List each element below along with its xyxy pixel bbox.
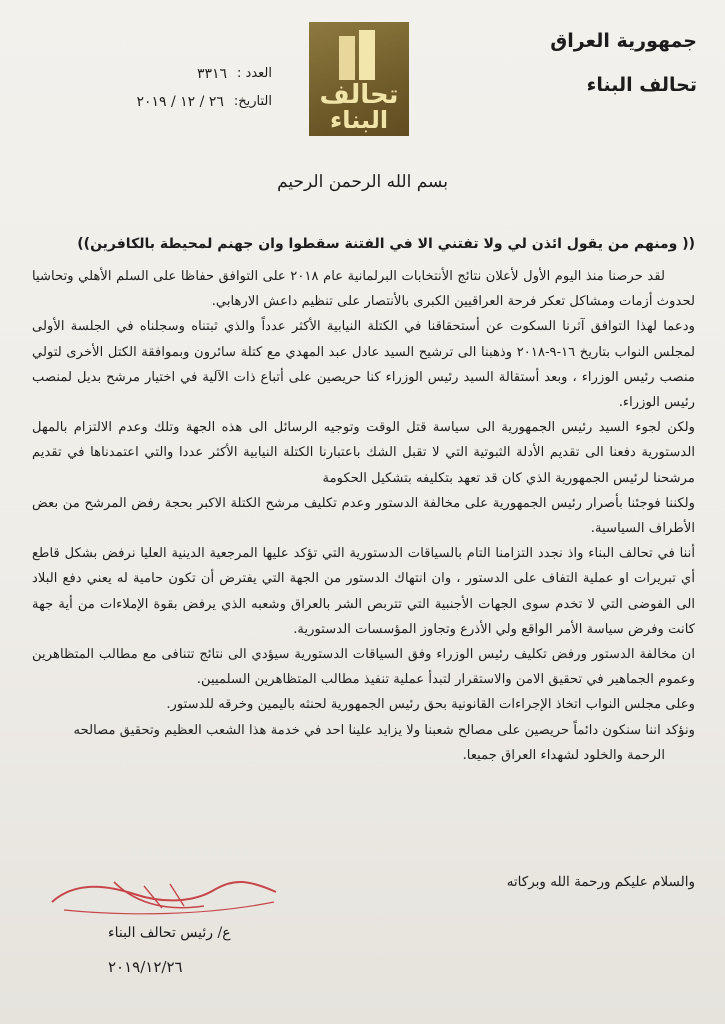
date-label: التاريخ:: [233, 94, 272, 109]
letterhead-right: [550, 30, 697, 96]
country-name: جمهورية العراق: [550, 30, 697, 52]
letter-body: [32, 264, 695, 768]
basmala: بسم الله الرحمن الرحيم: [277, 172, 448, 192]
signature-date: ٢٠١٩/١٢/٢٦: [108, 958, 183, 976]
alliance-logo: [309, 22, 409, 136]
reference-block: [62, 66, 272, 122]
logo-text-top: تحالف: [319, 80, 399, 110]
reference-number-row: [62, 66, 272, 82]
number-label: العدد :: [237, 66, 272, 81]
paragraph: لقد حرصنا منذ اليوم الأول لأعلان نتائج الأنتخابات البرلمانية عام ٢٠١٨ على التوافق حفاظا على السلم الأهلي وتحاشيا لحدوث أزمات ومشاكل تعكر فرحة العراقيين الكبرى بالأنتصار على تنظيم داعش الارهابي.: [32, 269, 695, 310]
handwritten-signature: [44, 872, 284, 922]
paragraph: وعلى مجلس النواب اتخاذ الإجراءات القانونية بحق رئيس الجمهورية لحنثه باليمين وخرقه للدستور.: [166, 697, 695, 713]
organization-name: تحالف البناء: [586, 74, 697, 96]
date-value: ٢٦ / ١٢ / ٢٠١٩: [136, 94, 224, 110]
paragraph: ان مخالفة الدستور ورفض تكليف رئيس الوزراء وفق السياقات الدستورية سيؤدي الى نتائج تتنافى مع مطالب المتظاهرين وعموم الجماهير في تحقيق الامن والاستقرار لتبدأ عملية تنفيذ مطالب المتظاهرين السلميين.: [32, 647, 695, 688]
paragraph: الرحمة والخلود لشهداء العراق جميعا.: [462, 747, 665, 763]
quran-verse: (( ومنهم من يقول ائذن لي ولا تفتني الا في الفتنة سقطوا وان جهنم لمحيطة بالكافرين)): [77, 236, 695, 252]
signatory-title: ع/ رئيس تحالف البناء: [108, 925, 231, 941]
number-value: ٣٣١٦: [196, 66, 228, 82]
paragraph: ولكن لجوء السيد رئيس الجمهورية الى سياسة قتل الوقت وتوجيه الرسائل الى هذه الجهة وتلك وعدم الالتزام بالمهل الدستورية دفعنا الى تقديم الأدلة الثبوتية التي لا تقبل الشك باعتبارنا الكتلة النيابية الأكثر عددا والتي اعتمدناها في تقديم مرشحنا لرئيس الجمهورية الذي كان قد تعهد بتكليفه بتشكيل الحكومة: [32, 420, 695, 486]
logo-text-bottom: البناء: [329, 106, 389, 134]
paragraph: ونؤكد اننا سنكون دائماً حريصين على مصالح شعبنا ولا يزايد علينا احد في خدمة هذا الشعب العظيم وتحقيق مصالحه: [73, 722, 695, 738]
logo-bars-icon: [339, 30, 379, 80]
paragraph: أننا في تحالف البناء واذ نجدد التزامنا التام بالسياقات الدستورية التي تؤكد عليها المرجعية الدينية العليا نرفض بشكل قاطع أي تبريرات او عملية التفاف على الدستور ، وان انتهاك الدستور من الجهة التي يفترض أن تكون حامية له يعني دفع البلاد الى الفوضى التي لا تخدم سوى الجهات الأجنبية التي تتربص الشر بالعراق وشعبه الذي يرفض بقوة الإملاءات من أية جهة كانت وفرض سياسة الأمر الواقع ولي الأذرع وتجاوز المؤسسات الدستورية.: [32, 546, 695, 637]
paragraph: ولكننا فوجئنا بأصرار رئيس الجمهورية على مخالفة الدستور وعدم تكليف مرشح الكتلة الاكبر بحجة رفض المرشح من بعض الأطراف السياسية.: [32, 495, 695, 537]
reference-date-row: [62, 94, 272, 110]
paragraph: ودعما لهذا التوافق آثرنا السكوت عن أستحقاقنا في الكتلة النيابية الأكثر عدداً والذي ثبتناه وسجلناه في الجلسة الأولى لمجلس النواب بتاريخ ١٦-٩-٢٠١٨ وذهبنا الى ترشيح السيد عادل عبد المهدي مع كتلة سائرون وبموافقة الكتل الأخرى لتولي منصب رئيس الوزراء ، وبعد أستقالة السيد رئيس الوزراء كنا حريصين على أتباع ذات الآلية في اختيار مرشح بديل لمنصب رئيس الوزراء.: [32, 319, 695, 411]
closing-line: والسلام عليكم ورحمة الله وبركاته: [506, 874, 695, 890]
